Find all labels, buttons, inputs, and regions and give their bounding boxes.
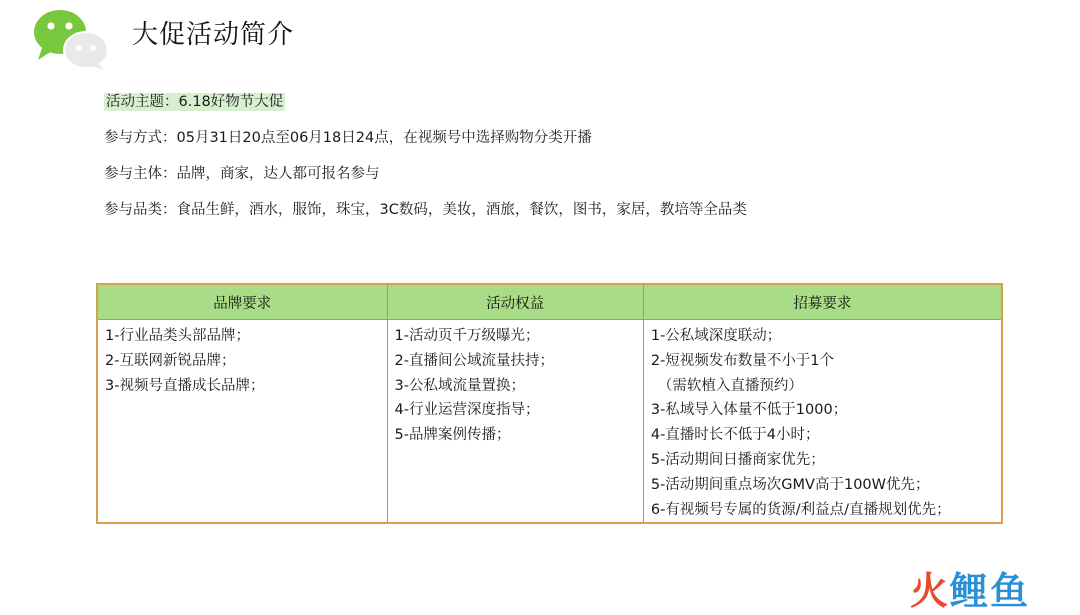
header-brand-requirements: 品牌要求 <box>97 284 387 320</box>
header-activity-benefits: 活动权益 <box>387 284 643 320</box>
list-item: 3-视频号直播成长品牌； <box>105 377 265 394</box>
list-item: 1-活动页千万级曝光； <box>394 328 540 344</box>
participants: 参与主体：品牌，商家，达人都可报名参与 <box>104 166 380 182</box>
categories: 参与品类：食品生鲜，酒水，服饰，珠宝，3C数码，美妆，酒旅，餐饮，图书，家居，教培等全品类 <box>104 202 747 218</box>
activity-info <box>104 92 747 236</box>
recruitment-requirements-cell <box>643 320 1002 524</box>
list-item: 1-公私域深度联动； <box>650 328 782 344</box>
page-title: 大促活动简介 <box>132 20 295 50</box>
list-item: 5-活动期间重点场次GMV高于100W优先； <box>650 476 930 493</box>
list-item: 4-行业运营深度指导； <box>394 402 540 419</box>
activity-theme: 活动主题：6.18好物节大促 <box>106 94 284 110</box>
activity-benefits-cell <box>387 320 643 524</box>
participation-method: 参与方式：05月31日20点至06月18日24点，在视频号中选择购物分类开播 <box>104 130 592 146</box>
list-item: 2-直播间公域流量扶持； <box>394 352 554 369</box>
list-item: 2-短视频发布数量不小于1个 <box>650 352 835 369</box>
list-item: 2-互联网新锐品牌； <box>105 352 236 369</box>
watermark-logo: 火鲤鱼 <box>910 569 1031 613</box>
list-item: 3-公私域流量置换； <box>394 377 525 394</box>
wechat-logo-icon <box>30 6 112 70</box>
requirements-table <box>96 283 1003 524</box>
list-item: 5-活动期间日播商家优先； <box>650 451 825 468</box>
list-item: 5-品牌案例传播； <box>394 427 511 444</box>
list-item: 3-私域导入体量不低于1000； <box>650 402 848 419</box>
list-item: 4-直播时长不低于4小时； <box>650 427 820 444</box>
list-item: （需软植入直播预约） <box>657 377 803 394</box>
list-item: 6-有视频号专属的货源/利益点/直播规划优先； <box>650 501 951 518</box>
list-item: 1-行业品类头部品牌； <box>105 328 250 344</box>
header-recruitment-requirements: 招募要求 <box>643 284 1002 320</box>
brand-requirements-cell <box>97 320 387 524</box>
